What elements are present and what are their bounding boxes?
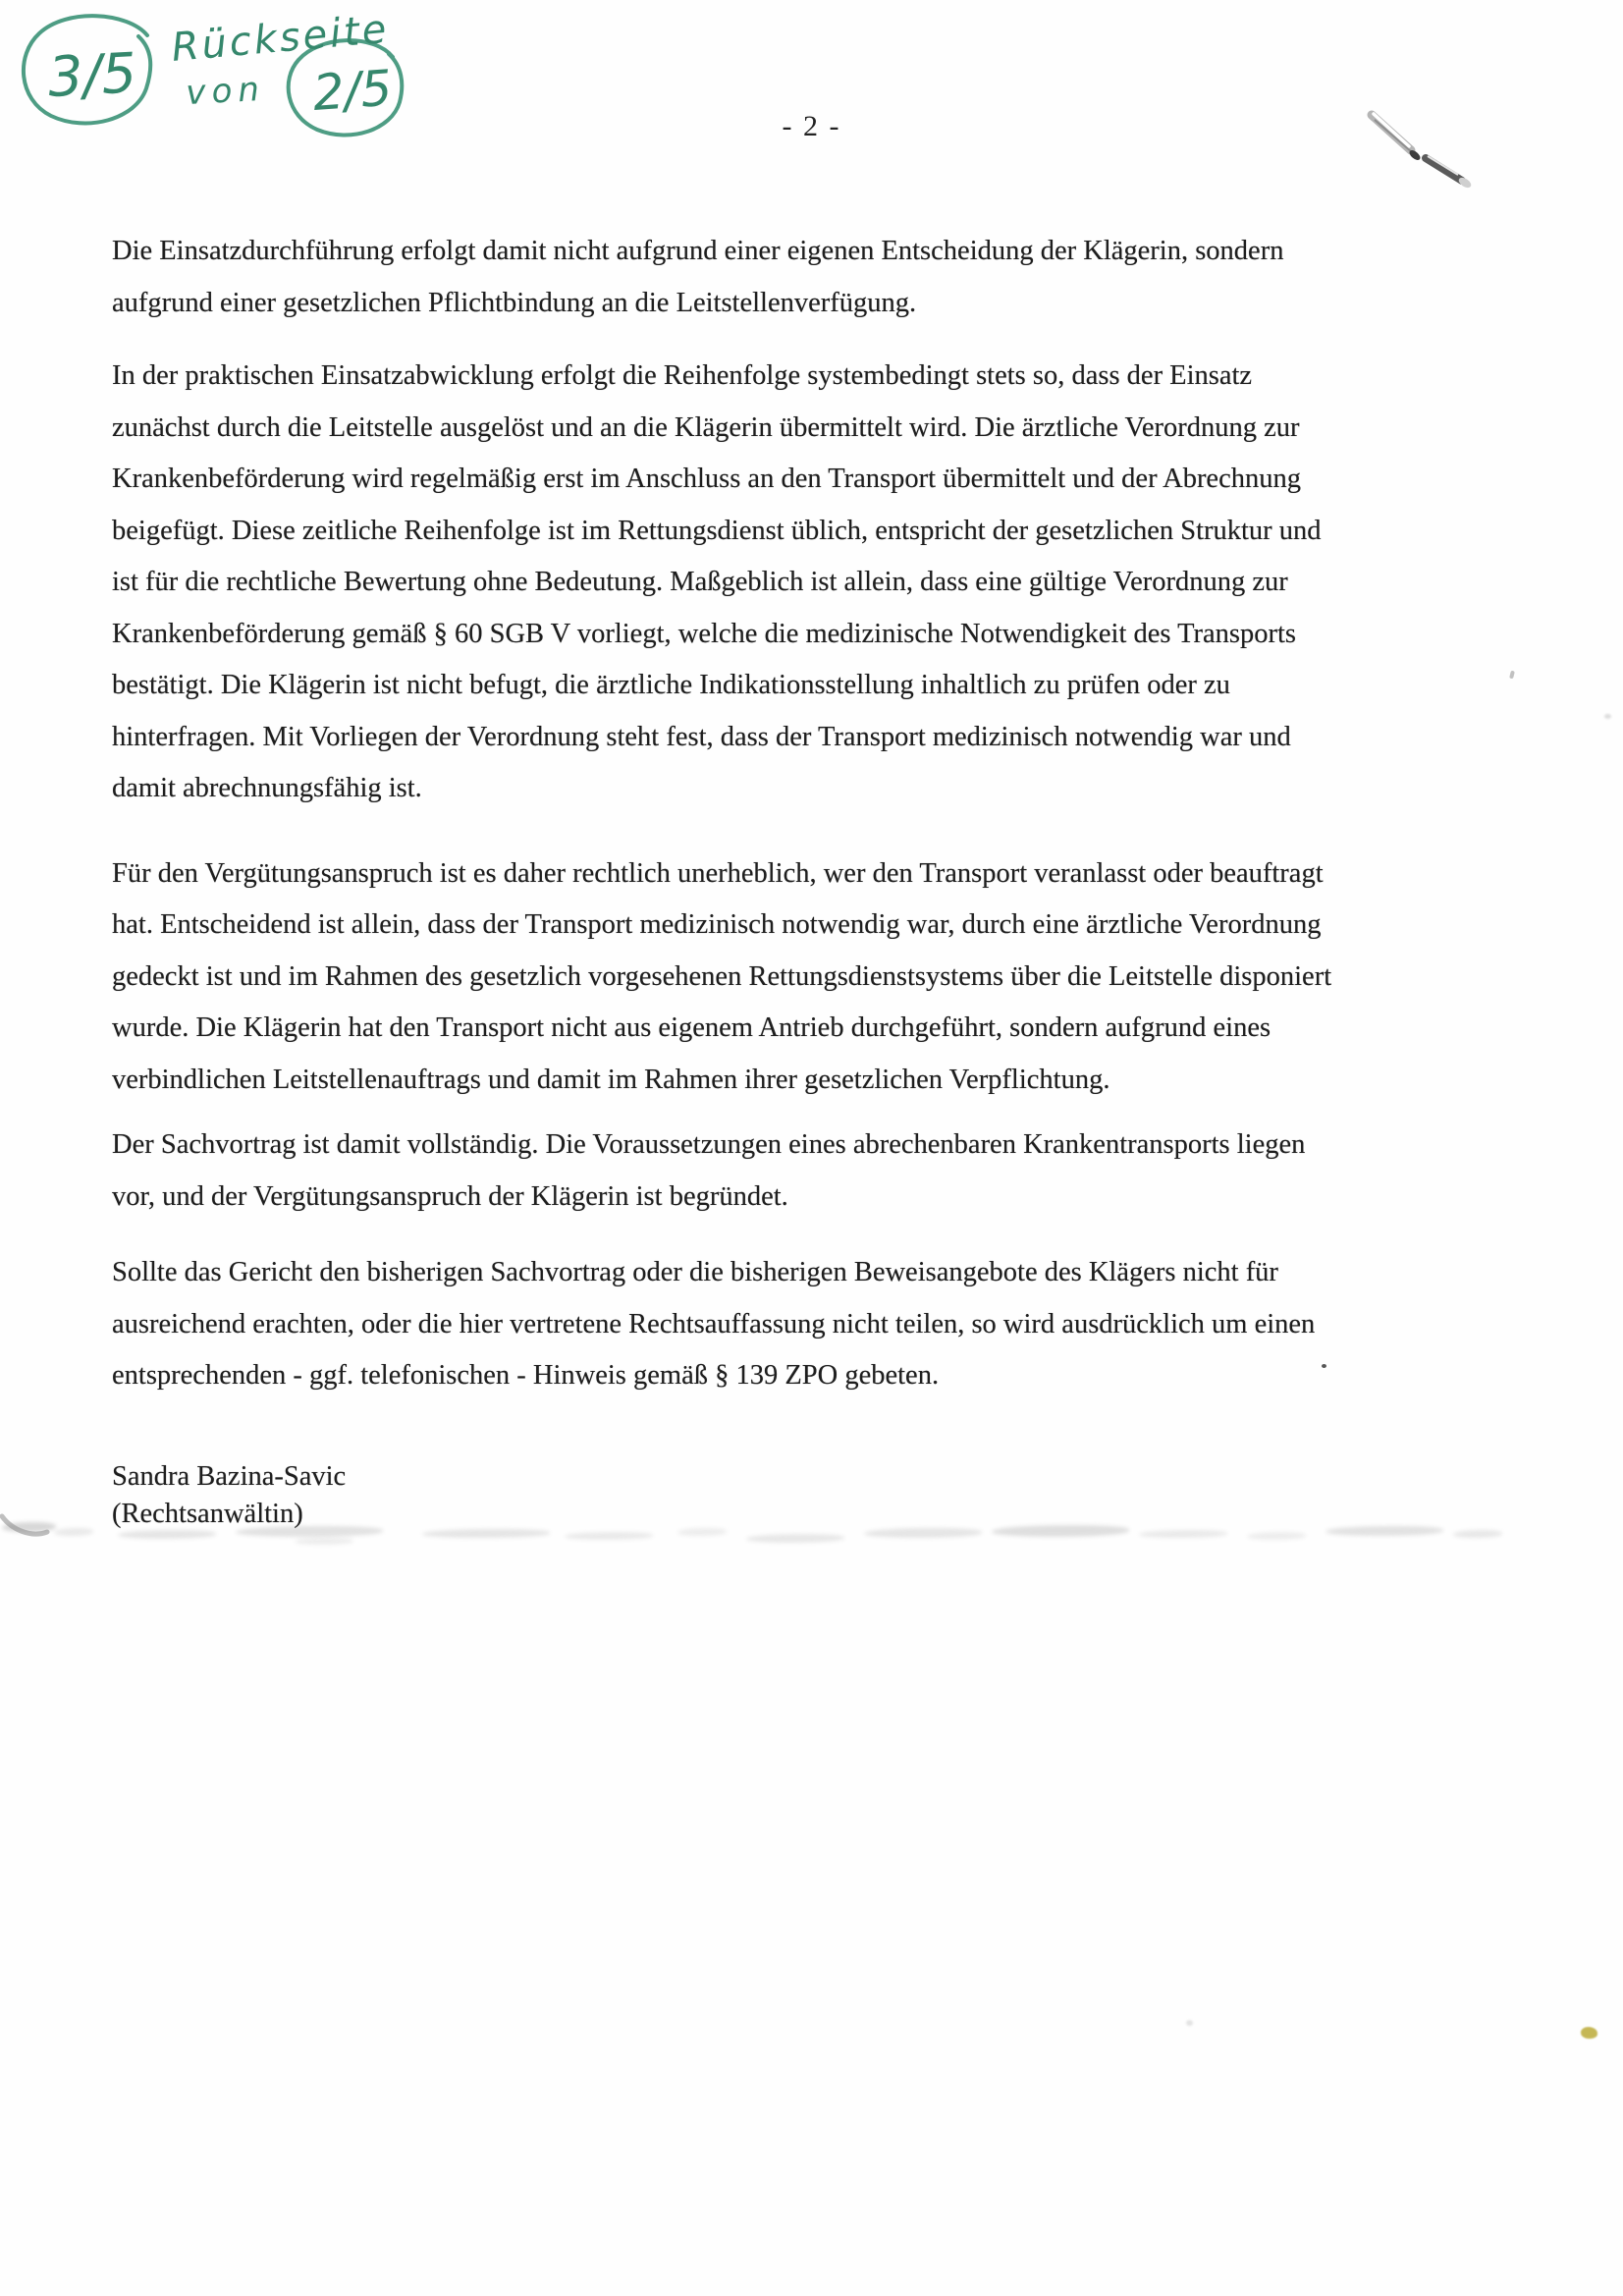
- text-line: damit abrechnungsfähig ist.: [112, 773, 422, 803]
- paragraph: [112, 848, 1518, 1107]
- text-line: vor, und der Vergütungsanspruch der Klägerin ist begründet.: [112, 1180, 788, 1212]
- page-number: - 2 -: [782, 110, 841, 142]
- text-line: verbindlichen Leitstellenauftrags und damit im Rahmen ihrer gesetzlichen Verpflichtung.: [112, 1064, 1110, 1095]
- annotation-note-word1: Rückseite: [169, 6, 392, 71]
- text-line: Krankenbeförderung gemäß § 60 SGB V vorliegt, welche die medizinische Notwendigkeit des Transports: [112, 618, 1297, 649]
- smudge-blob: [54, 1528, 93, 1536]
- text-line: Krankenbeförderung wird regelmäßig erst im Anschluss an den Transport übermittelt und der Abrechnung: [112, 464, 1301, 494]
- yellow-speck: [1581, 2027, 1597, 2039]
- text-line: beigefügt. Diese zeitliche Reihenfolge ist im Rettungsdienst üblich, entspricht der gesetzlichen Struktur und: [112, 515, 1322, 546]
- smudge-blob: [1247, 1532, 1306, 1540]
- signature-title: (Rechtsanwältin): [112, 1498, 303, 1529]
- text-line: Der Sachvortrag ist damit vollständig. Die Voraussetzungen eines abrechenbaren Krankentransports liegen: [112, 1129, 1306, 1160]
- text-line: Die Einsatzdurchführung erfolgt damit nicht aufgrund einer eigenen Entscheidung der Klägerin, sondern: [112, 236, 1284, 266]
- pen-scratch-mark: [1360, 103, 1488, 196]
- paragraph: [112, 1247, 1518, 1402]
- text-line: aufgrund einer gesetzlichen Pflichtbindung an die Leitstellenverfügung.: [112, 287, 917, 318]
- text-line: bestätigt. Die Klägerin ist nicht befugt, die ärztliche Indikationsstellung inhaltlich zu prüfen oder zu: [112, 670, 1230, 700]
- annotation-left-number: 3/5: [46, 41, 138, 110]
- smudge-blob: [746, 1534, 844, 1543]
- paragraph: [112, 226, 1518, 329]
- annotation-note-word2: von: [185, 69, 266, 113]
- text-line: hat. Entscheidend ist allein, dass der Transport medizinisch notwendig war, durch eine ärztliche Verordnung: [112, 909, 1322, 940]
- text-line: zunächst durch die Leitstelle ausgelöst und an die Klägerin übermittelt wird. Die ärztliche Verordnung zur: [112, 411, 1300, 443]
- signature-name: Sandra Bazina-Savic: [112, 1460, 347, 1492]
- letter-body: [112, 226, 1518, 1533]
- text-line: Für den Vergütungsanspruch ist es daher rechtlich unerheblich, wer den Transport veranlasst oder beauftragt: [112, 857, 1324, 889]
- edge-hook-mark: [0, 1510, 54, 1546]
- text-line: wurde. Die Klägerin hat den Transport nicht aus eigenem Antrieb durchgeführt, sondern aufgrund eines: [112, 1012, 1271, 1043]
- paragraph: [112, 1120, 1518, 1223]
- faint-speck: [1604, 714, 1611, 719]
- smudge-blob: [295, 1538, 353, 1545]
- text-line: Sollte das Gericht den bisherigen Sachvortrag oder die bisherigen Beweisangebote des Klägers nicht für: [112, 1257, 1278, 1287]
- text-line: In der praktischen Einsatzabwicklung erfolgt die Reihenfolge systembedingt stets so, dass der Einsatz: [112, 360, 1253, 391]
- annotation-right-number: 2/5: [310, 59, 395, 122]
- text-line: entsprechenden - ggf. telefonischen - Hinweis gemäß § 139 ZPO gebeten.: [112, 1360, 940, 1391]
- text-line: gedeckt ist und im Rahmen des gesetzlich vorgesehenen Rettungsdienstsystems über die Leitstelle disponiert: [112, 960, 1332, 992]
- paragraph: [112, 351, 1518, 815]
- text-line: hinterfragen. Mit Vorliegen der Verordnung steht fest, dass der Transport medizinisch notwendig war und: [112, 721, 1291, 752]
- faint-speck: [1186, 2020, 1193, 2026]
- text-line: ist für die rechtliche Bewertung ohne Bedeutung. Maßgeblich ist allein, dass eine gültige Verordnung zur: [112, 567, 1288, 597]
- smudge-blob: [565, 1532, 653, 1540]
- text-line: ausreichend erachten, oder die hier vertretene Rechtsauffassung nicht teilen, so wird ausdrücklich um einen: [112, 1308, 1316, 1339]
- ink-dot: [1322, 1364, 1326, 1368]
- signature-block: [112, 1458, 1518, 1533]
